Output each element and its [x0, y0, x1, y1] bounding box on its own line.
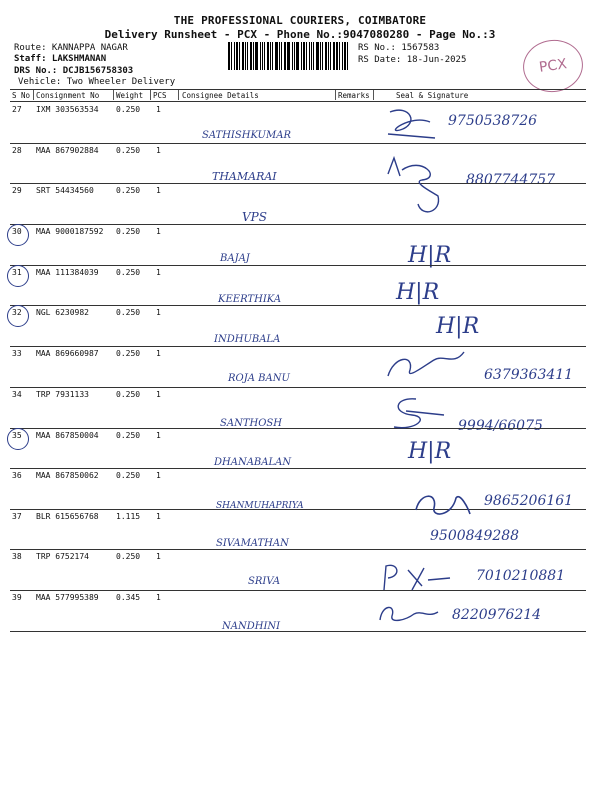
barcode-bar [287, 42, 288, 70]
barcode-bar [247, 42, 248, 70]
row-pcs: 1 [156, 349, 161, 358]
row-rule [10, 428, 586, 429]
row-pcs: 1 [156, 431, 161, 440]
rs-no-label: RS No.: 1567583 [358, 43, 440, 53]
consignee-handwriting: VPS [242, 210, 267, 224]
barcode-bar [339, 42, 340, 70]
barcode-bar [336, 42, 339, 70]
row-sno: 39 [12, 593, 22, 602]
row-rule [10, 631, 586, 632]
barcode-bar [275, 42, 278, 70]
barcode-bar [292, 42, 293, 70]
barcode-bar [236, 42, 239, 70]
signature-handwriting: H|R [408, 439, 452, 464]
barcode-bar [260, 42, 261, 70]
row-weight: 0.250 [116, 552, 141, 561]
barcode-bar [316, 42, 319, 70]
rs-date-label: RS Date: 18-Jun-2025 [358, 55, 467, 65]
row-rule [10, 468, 586, 469]
signature-scribble [382, 152, 462, 222]
row-sno: 29 [12, 186, 22, 195]
barcode-bar [303, 42, 305, 70]
barcode-bar [239, 42, 240, 70]
col-header-consignment: Consignment No [36, 91, 100, 100]
barcode-bar [296, 42, 299, 70]
stamp-text: PCX [538, 56, 568, 76]
row-pcs: 1 [156, 552, 161, 561]
row-sno: 35 [12, 431, 22, 440]
col-header-remarks: Remarks [338, 91, 370, 100]
row-pcs: 1 [156, 512, 161, 521]
row-consignment: MAA 9000187592 [36, 227, 104, 236]
row-sno: 28 [12, 146, 22, 155]
row-sno: 36 [12, 471, 22, 480]
barcode-bar [245, 42, 246, 70]
row-weight: 0.345 [116, 593, 141, 602]
row-sno: 33 [12, 349, 22, 358]
signature-handwriting: 9994/66075 [458, 418, 543, 434]
col-divider [178, 90, 179, 100]
signature-scribble [384, 346, 474, 386]
row-sno: 37 [12, 512, 22, 521]
row-consignment: MAA 111384039 [36, 268, 99, 277]
consignee-handwriting: SIVAMATHAN [216, 538, 289, 549]
row-sno: 38 [12, 552, 22, 561]
barcode-bar [322, 42, 323, 70]
barcode-bar [231, 42, 232, 70]
barcode-bar [267, 42, 269, 70]
row-consignment: SRT 54434560 [36, 186, 94, 195]
col-header-consignee: Consignee Details [182, 91, 259, 100]
barcode-bar [250, 42, 252, 70]
col-header-signature: Seal & Signature [396, 91, 469, 100]
signature-handwriting: 9500849288 [430, 528, 520, 544]
row-weight: 0.250 [116, 105, 141, 114]
row-weight: 0.250 [116, 186, 141, 195]
signature-handwriting: H|R [396, 280, 440, 305]
row-pcs: 1 [156, 471, 161, 480]
row-pcs: 1 [156, 186, 161, 195]
barcode-bar [270, 42, 271, 70]
col-divider [150, 90, 151, 100]
signature-handwriting: H|R [436, 314, 480, 339]
consignee-handwriting: THAMARAI [212, 170, 277, 183]
signature-scribble [380, 104, 440, 144]
col-header-pcs: PCS [153, 91, 167, 100]
row-weight: 1.115 [116, 512, 141, 521]
row-weight: 0.250 [116, 349, 141, 358]
barcode-bar [344, 42, 346, 70]
barcode-bar [242, 42, 244, 70]
col-divider [335, 90, 336, 100]
row-rule [10, 346, 586, 347]
row-pcs: 1 [156, 308, 161, 317]
signature-handwriting: 9865206161 [484, 493, 574, 509]
runsheet-subtitle: Delivery Runsheet - PCX - Phone No.:9047080280 - Page No.:3 [104, 28, 496, 41]
col-divider [33, 90, 34, 100]
row-consignment: IXM 303563534 [36, 105, 99, 114]
row-consignment: MAA 869660987 [36, 349, 99, 358]
barcode-bar [306, 42, 307, 70]
barcode-bar [264, 42, 266, 70]
row-pcs: 1 [156, 390, 161, 399]
signature-handwriting: 8220976214 [452, 607, 542, 623]
col-divider [373, 90, 374, 100]
row-weight: 0.250 [116, 308, 141, 317]
barcode-bar [294, 42, 295, 70]
sno-circle-mark [7, 265, 29, 287]
barcode-bar [342, 42, 343, 70]
row-consignment: MAA 867850062 [36, 471, 99, 480]
consignee-handwriting: BAJAJ [220, 253, 250, 264]
row-rule [10, 265, 586, 266]
row-pcs: 1 [156, 268, 161, 277]
barcode-bar [311, 42, 313, 70]
col-header-weight: Weight [116, 91, 144, 100]
consignee-handwriting: NANDHINI [222, 621, 281, 632]
row-rule [10, 387, 586, 388]
row-weight: 0.250 [116, 471, 141, 480]
row-rule [10, 183, 586, 184]
barcode-bar [325, 42, 327, 70]
row-rule [10, 509, 586, 510]
col-header-sno: S No [12, 91, 31, 100]
barcode-bar [288, 42, 290, 70]
row-consignment: MAA 867850004 [36, 431, 99, 440]
barcode-bar [333, 42, 335, 70]
barcode-bar [234, 42, 235, 70]
row-consignment: MAA 867902884 [36, 146, 99, 155]
signature-handwriting: H|R [408, 243, 452, 268]
signature-scribble [412, 488, 472, 524]
signature-handwriting: 7010210881 [476, 568, 566, 584]
row-weight: 0.250 [116, 390, 141, 399]
sno-circle-mark [7, 428, 29, 450]
consignee-handwriting: DHANABALAN [214, 457, 292, 468]
row-consignment: NGL 6230982 [36, 308, 89, 317]
row-weight: 0.250 [116, 227, 141, 236]
company-title: THE PROFESSIONAL COURIERS, COIMBATORE [173, 14, 427, 27]
consignee-handwriting: SANTHOSH [220, 418, 282, 429]
barcode-bar [284, 42, 286, 70]
consignee-handwriting: SHANMUHAPRIYA [216, 501, 304, 511]
row-weight: 0.250 [116, 431, 141, 440]
sno-circle-mark [7, 305, 29, 327]
row-pcs: 1 [156, 146, 161, 155]
barcode-bar [347, 42, 348, 70]
consignee-handwriting: ROJA BANU [228, 373, 290, 384]
barcode-bar [279, 42, 280, 70]
row-weight: 0.250 [116, 268, 141, 277]
drs-label: DRS No.: DCJB156758303 [14, 66, 134, 76]
barcode-bar [228, 42, 230, 70]
sno-circle-mark [7, 224, 29, 246]
row-pcs: 1 [156, 227, 161, 236]
row-sno: 32 [12, 308, 22, 317]
barcode-bar [262, 42, 263, 70]
barcode-bar [313, 42, 314, 70]
staff-label: Staff: LAKSHMANAN [14, 54, 107, 64]
col-divider [113, 90, 114, 100]
consignee-handwriting: KEERTHIKA [218, 294, 282, 305]
barcode-bar [272, 42, 273, 70]
table-top-rule [10, 89, 586, 90]
pcx-stamp [520, 36, 587, 96]
row-sno: 27 [12, 105, 22, 114]
signature-handwriting: 9750538726 [448, 113, 538, 129]
row-sno: 31 [12, 268, 22, 277]
row-pcs: 1 [156, 593, 161, 602]
barcode-bar [309, 42, 310, 70]
signature-scribble [386, 393, 446, 433]
barcode-bar [301, 42, 302, 70]
row-consignment: MAA 577995389 [36, 593, 99, 602]
barcode-bar [255, 42, 258, 70]
barcode [228, 42, 350, 70]
row-rule [10, 143, 586, 144]
row-rule [10, 305, 586, 306]
barcode-bar [330, 42, 331, 70]
barcode-bar [328, 42, 329, 70]
consignee-handwriting: SRIVA [248, 576, 281, 587]
row-rule [10, 549, 586, 550]
route-label: Route: KANNAPPA NAGAR [14, 43, 128, 53]
row-pcs: 1 [156, 105, 161, 114]
signature-scribble [378, 560, 458, 596]
row-consignment: TRP 6752174 [36, 552, 89, 561]
barcode-bar [253, 42, 254, 70]
signature-scribble [376, 600, 442, 628]
consignee-handwriting: SATHISHKUMAR [202, 130, 291, 141]
barcode-bar [320, 42, 321, 70]
row-consignment: BLR 615656768 [36, 512, 99, 521]
barcode-bar [281, 42, 282, 70]
consignee-handwriting: INDHUBALA [214, 334, 281, 345]
row-rule [10, 224, 586, 225]
table-header-rule [10, 101, 586, 102]
row-consignment: TRP 7931133 [36, 390, 89, 399]
signature-handwriting: 6379363411 [484, 367, 574, 383]
signature-handwriting: 8807744757 [466, 172, 556, 188]
row-weight: 0.250 [116, 146, 141, 155]
row-sno: 30 [12, 227, 22, 236]
row-sno: 34 [12, 390, 22, 399]
vehicle-label: Vehicle: Two Wheeler Delivery [18, 77, 176, 87]
row-rule [10, 590, 586, 591]
